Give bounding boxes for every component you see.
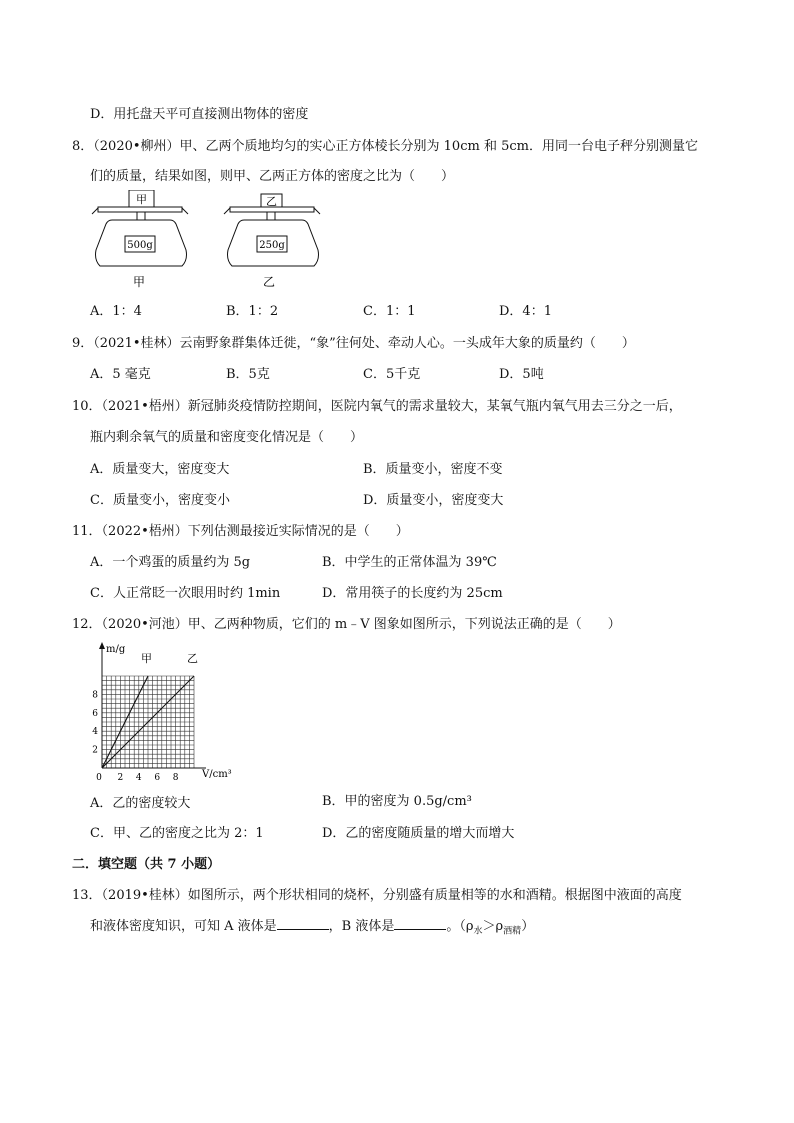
q13-stem-line1: 13．（2019•桂林）如图所示，两个形状相同的烧杯，分别盛有质量相等的水和酒精。根据图中液面的高度 — [72, 888, 682, 903]
q13-sub-water: 水 — [473, 926, 483, 937]
q13-text-a: 和液体密度知识，可知 A 液体是 — [90, 919, 277, 934]
q8-option-a: A．1：4 — [90, 304, 142, 319]
x-tick-label: 8 — [172, 773, 179, 782]
section-heading-fill-in: 二．填空题（共 7 小题） — [72, 857, 221, 872]
y-tick-label: 6 — [92, 708, 98, 719]
q10-option-c: C．质量变小，密度变小 — [90, 493, 230, 508]
q11-option-a: A．一个鸡蛋的质量约为 5g — [90, 555, 251, 570]
y-tick-label: 4 — [92, 727, 98, 738]
q13-text-c: 。（ρ — [446, 919, 474, 934]
q13-gt: ＞ρ — [482, 919, 504, 934]
q8-scale-figure — [90, 190, 350, 294]
y-tick-label: 2 — [92, 745, 98, 756]
q10-option-d: D．质量变小，密度变大 — [363, 493, 504, 508]
y-axis-label: m/g — [106, 644, 126, 655]
q9-option-c: C．5千克 — [363, 367, 421, 382]
q12-stem: 12．（2020•河池）甲、乙两种物质，它们的 m﹣V 图象如图所示，下列说法正确的是（ ） — [72, 617, 621, 632]
series-label-jia: 甲 — [141, 652, 152, 665]
left-block-label: 甲 — [136, 193, 147, 206]
q12-option-a: A．乙的密度较大 — [90, 796, 191, 811]
right-scale — [224, 194, 320, 289]
q11-option-b: B．中学生的正常体温为 39℃ — [322, 555, 497, 570]
q8-option-b: B．1：2 — [226, 304, 279, 319]
x-tick-label: 4 — [135, 773, 142, 782]
q13-blank-b[interactable] — [394, 917, 446, 930]
q11-stem: 11．（2022•梧州）下列估测最接近实际情况的是（ ） — [72, 524, 409, 539]
series-label-yi: 乙 — [187, 652, 198, 665]
q13-text-b: ，B 液体是 — [328, 919, 395, 934]
q9-option-a: A．5 毫克 — [90, 367, 151, 382]
q8-option-d: D．4：1 — [499, 304, 552, 319]
q13-sub-alcohol: 酒精 — [503, 926, 522, 937]
q12-mv-graph — [86, 640, 256, 782]
q11-option-c: C．人正常眨一次眼用时约 1min — [90, 586, 281, 601]
q9-option-d: D．5吨 — [499, 367, 544, 382]
q13-blank-a[interactable] — [277, 917, 329, 930]
right-block-label: 乙 — [266, 195, 277, 208]
q7-option-d: D．用托盘天平可直接测出物体的密度 — [90, 107, 309, 122]
q12-option-c: C．甲、乙的密度之比为 2：1 — [90, 826, 264, 841]
left-reading: 500g — [127, 240, 153, 251]
y-tick-label: 8 — [92, 690, 98, 701]
q13-stem-line2 — [90, 915, 534, 937]
left-scale-pan — [98, 207, 182, 212]
q12-option-b: B．甲的密度为 0.5g/cm³ — [322, 794, 472, 809]
q12-option-d: D．乙的密度随质量的增大而增大 — [322, 826, 515, 841]
q8-stem-line2: 们的质量，结果如图，则甲、乙两正方体的密度之比为（ ） — [90, 169, 455, 184]
q8-option-c: C．1：1 — [363, 304, 416, 319]
x-tick-label: 0 — [96, 773, 102, 782]
q11-option-d: D．常用筷子的长度约为 25cm — [322, 586, 503, 601]
q10-option-a: A．质量变大，密度变大 — [90, 462, 230, 477]
x-tick-label: 2 — [117, 773, 124, 782]
x-axis-label: V/cm³ — [202, 769, 232, 780]
x-tick-label: 6 — [154, 773, 161, 782]
q10-stem-line1: 10．（2021•梧州）新冠肺炎疫情防控期间，医院内氧气的需求量较大，某氧气瓶内氧气用去三分之一后， — [72, 399, 682, 414]
q10-stem-line2: 瓶内剩余氧气的质量和密度变化情况是（ ） — [90, 430, 364, 445]
q10-option-b: B．质量变小，密度不变 — [363, 462, 503, 477]
q13-close: ） — [521, 919, 535, 934]
q8-stem-line1: 8．（2020•柳州）甲、乙两个质地均匀的实心正方体棱长分别为 10cm 和 5cm．用同一台电子秤分别测量它 — [72, 139, 698, 154]
left-caption: 甲 — [132, 275, 146, 289]
y-axis-arrow — [99, 642, 105, 649]
q9-stem: 9．（2021•桂林）云南野象群集体迁徙，“象”往何处、牵动人心。一头成年大象的质量约（ ） — [72, 336, 635, 351]
right-reading: 250g — [259, 240, 285, 251]
right-caption: 乙 — [262, 275, 276, 289]
q9-option-b: B．5克 — [226, 367, 270, 382]
left-scale — [92, 190, 188, 289]
